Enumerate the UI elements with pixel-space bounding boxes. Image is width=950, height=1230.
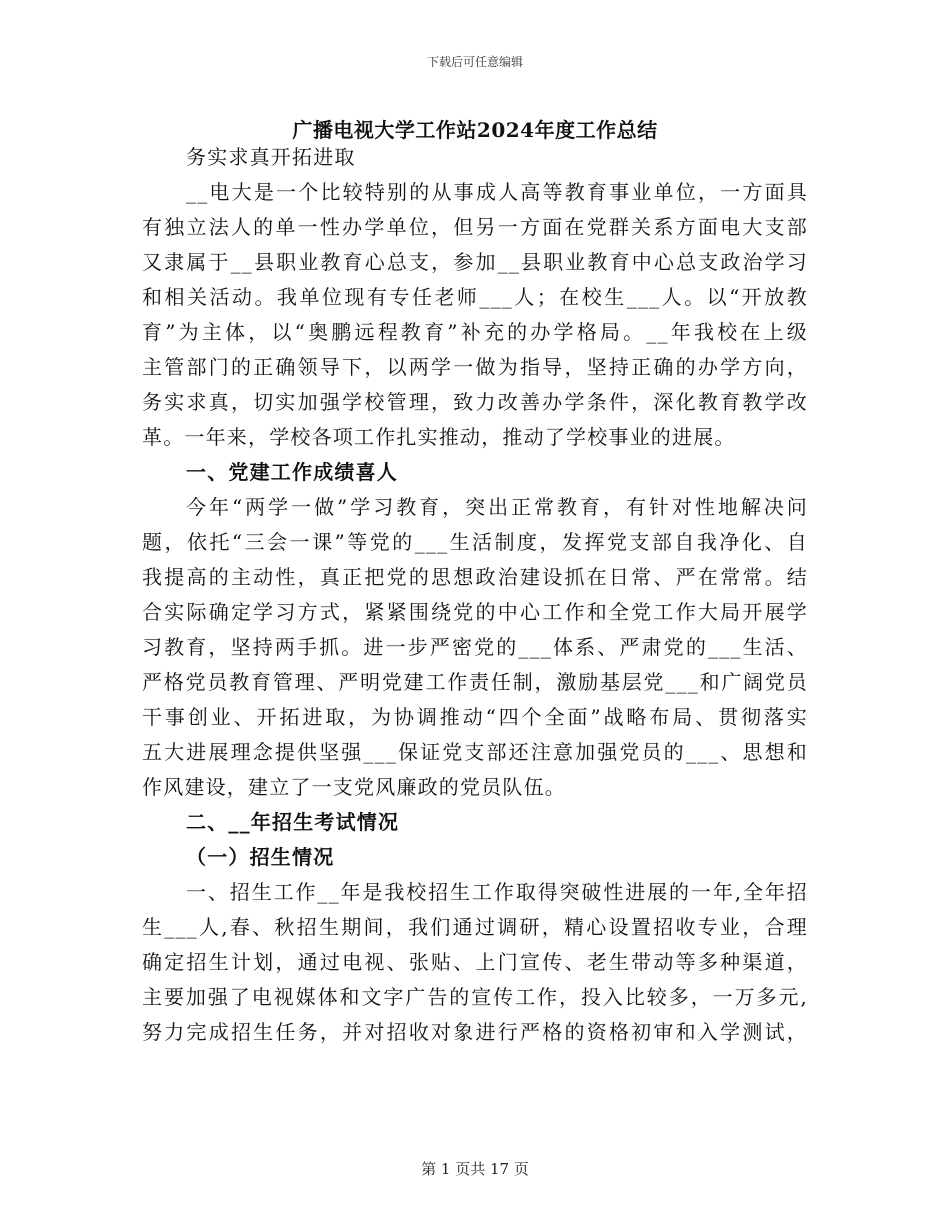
paragraph-line: 主管部门的正确领导下，以两学一做为指导，坚持正确的办学方向， <box>142 355 808 379</box>
paragraph-line: 合实际确定学习方式，紧紧围绕党的中心工作和全党工作大局开展学 <box>142 600 808 624</box>
paragraph-line: 五大进展理念提供坚强___保证党支部还注意加强党员的___、思想和 <box>142 740 808 764</box>
subtitle: 务实求真开拓进取 <box>186 145 356 169</box>
document-body <box>142 140 808 1050</box>
paragraph-line: 题，依托“三会一课”等党的___生活制度，发挥党支部自我净化、自 <box>142 530 808 554</box>
paragraph-line: 又隶属于__县职业教育心总支，参加__县职业教育中心总支政治学习 <box>142 250 808 274</box>
paragraph-line: 生___人,春、秋招生期间，我们通过调研，精心设置招收专业，合理 <box>142 915 808 939</box>
paragraph-line: 我提高的主动性，真正把党的思想政治建设抓在日常、严在常常。结 <box>142 565 808 589</box>
paragraph-line: 严格党员教育管理、严明党建工作责任制，激励基层党___和广阔党员 <box>142 670 808 694</box>
paragraph-line: 习教育，坚持两手抓。进一步严密党的___体系、严肃党的___生活、 <box>142 635 808 659</box>
paragraph-line: 确定招生计划，通过电视、张贴、上门宣传、老生带动等多种渠道， <box>142 950 808 974</box>
page-header: 下载后可任意编辑 <box>426 55 523 69</box>
section-heading: 一、党建工作成绩喜人 <box>186 460 398 484</box>
paragraph-line: 育”为主体，以“奥鹏远程教育”补充的办学格局。__年我校在上级 <box>142 320 808 344</box>
page-footer: 第 1 页共 17 页 <box>421 1160 529 1178</box>
paragraph-line: 主要加强了电视媒体和文字广告的宣传工作，投入比较多，一万多元, <box>142 985 808 1009</box>
paragraph-line: 务实求真，切实加强学校管理，致力改善办学条件，深化教育教学改 <box>142 390 808 414</box>
section-heading: 二、__年招生考试情况 <box>186 810 400 834</box>
paragraph-line: 革。一年来，学校各项工作扎实推动，推动了学校事业的进展。 <box>142 425 736 449</box>
paragraph-line: __电大是一个比较特别的从事成人高等教育事业单位，一方面具 <box>186 180 808 204</box>
paragraph-line: 有独立法人的单一性办学单位，但另一方面在党群关系方面电大支部 <box>142 215 808 239</box>
paragraph-line: 和相关活动。我单位现有专任老师___人；在校生___人。以“开放教 <box>142 285 808 309</box>
paragraph-line: 努力完成招生任务，并对招收对象进行严格的资格初审和入学测试， <box>142 1020 808 1044</box>
document-title: 广播电视大学工作站2024年度工作总结 <box>292 118 658 142</box>
subsection-heading: （一）招生情况 <box>186 845 335 869</box>
paragraph-line: 作风建设，建立了一支党风廉政的党员队伍。 <box>142 775 566 799</box>
paragraph-line: 今年“两学一做”学习教育，突出正常教育，有针对性地解决问 <box>186 495 808 519</box>
paragraph-line: 干事创业、开拓进取，为协调推动“四个全面”战略布局、贯彻落实 <box>142 705 808 729</box>
paragraph-line: 一、招生工作__年是我校招生工作取得突破性进展的一年,全年招 <box>186 880 808 904</box>
